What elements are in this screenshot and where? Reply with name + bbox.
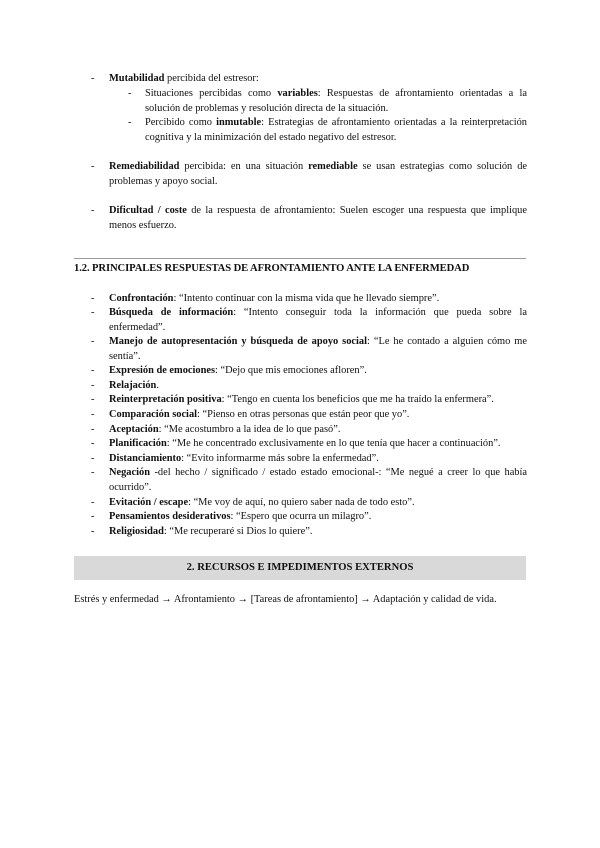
term: variables	[277, 88, 318, 99]
description: : Estrategias de afrontamiento orientadas a la reinterpretación cognitiva y la minimización del estado negativo del estresor.	[145, 117, 527, 143]
list-item-dificultad	[91, 204, 527, 233]
term: Remediabilidad	[109, 161, 180, 172]
bullet-dash: -	[91, 511, 95, 522]
bullet-dash: -	[91, 497, 95, 508]
description: : Respuestas de afrontamiento orientadas a la solución de problemas y resolución directa de la situación.	[145, 88, 528, 114]
quote: : “Me he concentrado exclusivamente en lo que tenía que hacer a continuación”.	[166, 438, 501, 449]
term: Mutabilidad	[109, 73, 165, 84]
response-item	[91, 292, 527, 307]
bullet-dash: -	[91, 526, 95, 537]
term: Manejo de autopresentación y búsqueda de apoyo social	[109, 336, 368, 347]
quote: : “Me recuperaré si Dios lo quiere”.	[163, 526, 313, 537]
term: Religiosidad	[109, 526, 164, 537]
quote: : “Tengo en cuenta los beneficios que me ha traído la enfermera”.	[221, 394, 494, 405]
term: Negación	[109, 467, 150, 478]
response-item	[91, 466, 527, 495]
bullet-dash: -	[91, 409, 95, 420]
list-item-mutabilidad	[91, 72, 527, 87]
term: inmutable	[216, 117, 262, 128]
bullet-dash: -	[91, 205, 95, 216]
description: percibida: en una situación	[179, 161, 309, 172]
response-item	[91, 335, 527, 364]
term: Relajación	[109, 380, 157, 391]
response-item	[91, 525, 527, 540]
bullet-dash: -	[91, 453, 95, 464]
quote: : “Le he contado a alguien cómo me sentía”.	[109, 336, 527, 362]
bullet-dash: -	[91, 467, 95, 478]
prefix: Situaciones percibidas como	[145, 88, 278, 99]
bullet-dash: -	[91, 73, 95, 84]
term: Distanciamiento	[109, 453, 182, 464]
bullet-dash: -	[91, 307, 95, 318]
term: Evitación / escape	[109, 497, 189, 508]
response-item	[91, 379, 527, 394]
response-item	[91, 306, 527, 335]
quote: : “Me acostumbro a la idea de lo que pasó”.	[158, 424, 341, 435]
bullet-dash: -	[128, 117, 132, 128]
response-item	[91, 393, 527, 408]
response-item	[91, 496, 527, 511]
quote: : “Me voy de aquí, no quiero saber nada de todo esto”.	[188, 497, 415, 508]
bullet-dash: -	[91, 365, 95, 376]
quote: .	[156, 380, 159, 391]
quote: : “Dejo que mis emociones afloren”.	[215, 365, 367, 376]
term: Confrontación	[109, 293, 174, 304]
prefix: Percibido como	[145, 117, 217, 128]
bullet-dash: -	[91, 394, 95, 405]
term-remediable: remediable	[308, 161, 358, 172]
horizontal-divider	[74, 258, 526, 259]
term: Pensamientos desiderativos	[109, 511, 231, 522]
term: Aceptación	[109, 424, 159, 435]
quote: -del hecho / significado / estado estado emocional-: “Me negué a creer lo que había ocurrido”.	[109, 467, 527, 493]
term: Comparación social	[109, 409, 198, 420]
bullet-dash: -	[91, 293, 95, 304]
section-heading-1-2: 1.2. PRINCIPALES RESPUESTAS DE AFRONTAMIENTO ANTE LA ENFERMEDAD	[74, 263, 470, 274]
term: Reinterpretación positiva	[109, 394, 222, 405]
sub-item-inmutable	[128, 116, 527, 145]
description: de la respuesta de afrontamiento: Suelen escoger una respuesta que implique menos esfuerzo.	[109, 205, 527, 231]
bullet-dash: -	[91, 424, 95, 435]
bullet-dash: -	[91, 161, 95, 172]
response-item	[91, 423, 527, 438]
bullet-dash: -	[91, 380, 95, 391]
response-item	[91, 510, 527, 525]
response-item	[91, 452, 527, 467]
term: Expresión de emociones	[109, 365, 216, 376]
section-heading-2: 2. RECURSOS E IMPEDIMENTOS EXTERNOS	[74, 556, 526, 580]
quote: : “Espero que ocurra un milagro”.	[230, 511, 372, 522]
term: Dificultad / coste	[109, 205, 187, 216]
response-item	[91, 408, 527, 423]
description: percibida del estresor:	[164, 73, 259, 84]
response-item	[91, 364, 527, 379]
adaptation-flow-text: Estrés y enfermedad → Afrontamiento → [Tareas de afrontamiento] → Adaptación y calidad de vida.	[74, 594, 497, 605]
bullet-dash: -	[91, 336, 95, 347]
bullet-dash: -	[128, 88, 132, 99]
quote: : “Pienso en otras personas que están peor que yo”.	[197, 409, 410, 420]
response-item	[91, 437, 527, 452]
term: Planificación	[109, 438, 167, 449]
quote: : “Intento continuar con la misma vida que he llevado siempre”.	[173, 293, 440, 304]
list-item-remediabilidad	[91, 160, 527, 189]
description-end: se usan estrategias como solución de problemas y apoyo social.	[109, 161, 528, 187]
quote: : “Intento conseguir toda la información que pueda sobre la enfermedad”.	[109, 307, 527, 333]
bullet-dash: -	[91, 438, 95, 449]
quote: : “Evito informarme más sobre la enfermedad”.	[181, 453, 379, 464]
sub-item-variables	[128, 87, 527, 116]
term: Búsqueda de información	[109, 307, 234, 318]
